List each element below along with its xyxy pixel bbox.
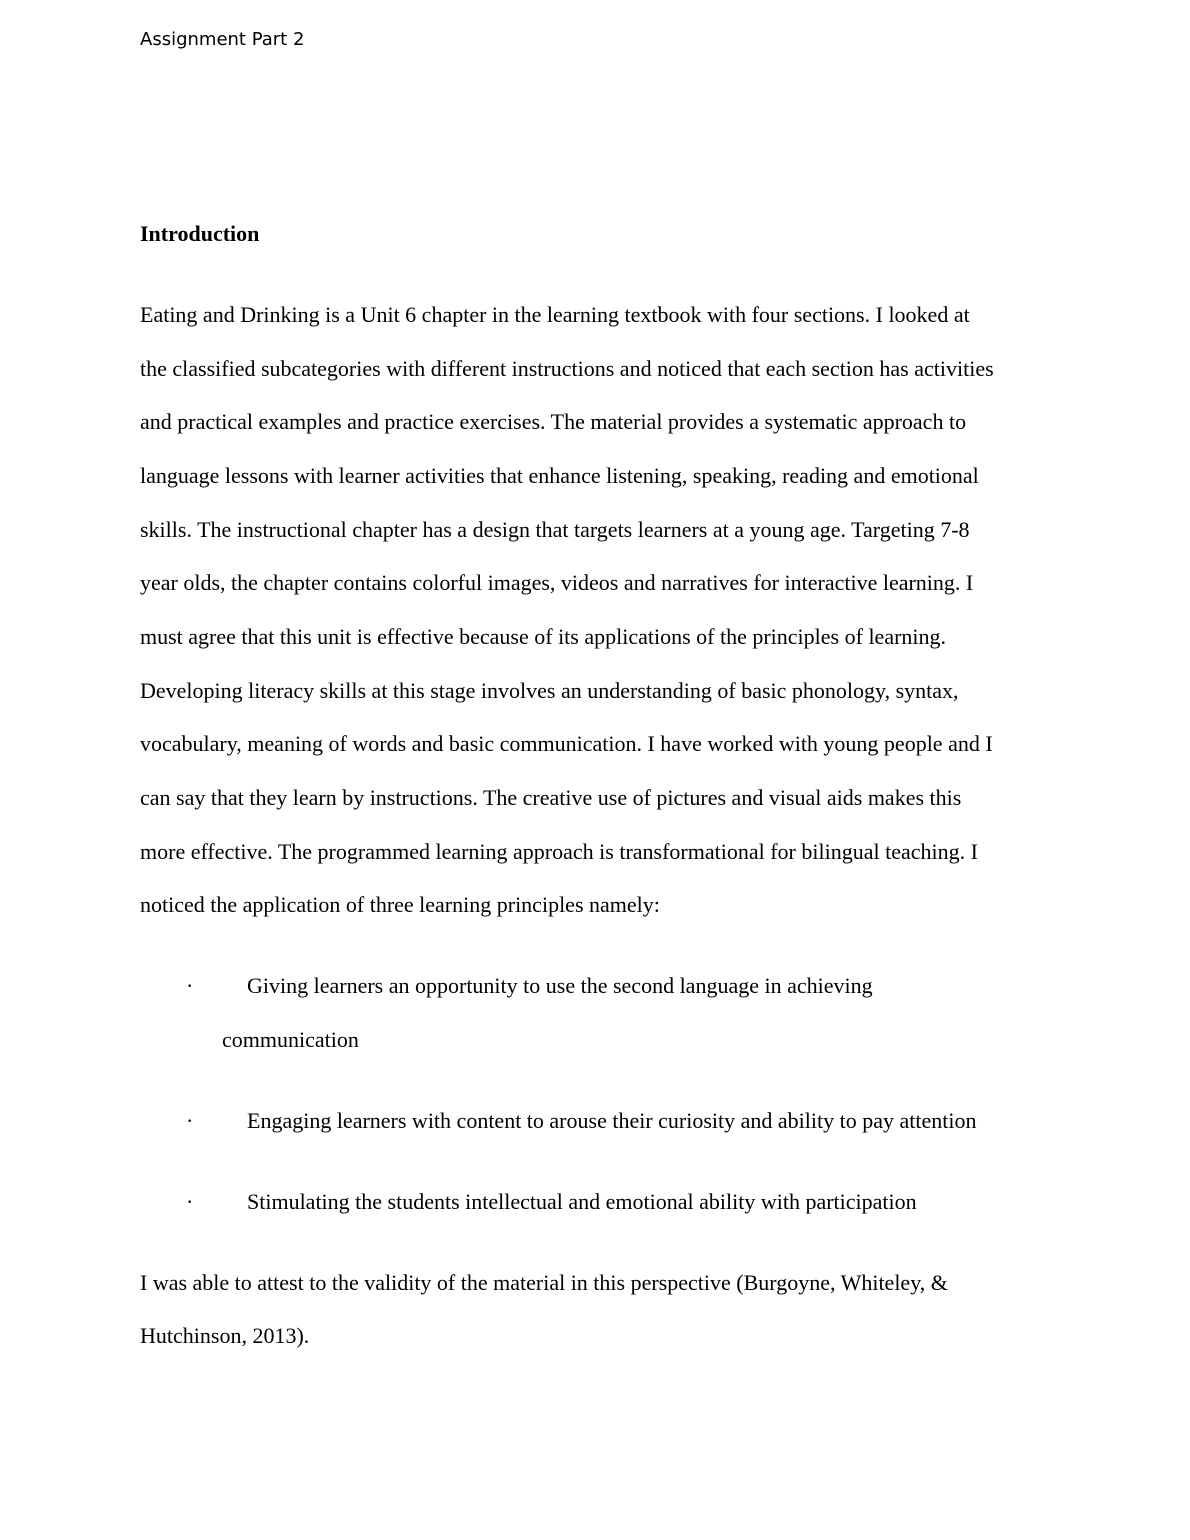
paragraph-line: and practical examples and practice exercises. The material provides a systematic approach to	[140, 409, 967, 434]
paragraph-line: Developing literacy skills at this stage involves an understanding of basic phonology, syntax,	[140, 678, 959, 703]
paragraph-line: I was able to attest to the validity of the material in this perspective (Burgoyne, Whiteley, &	[140, 1270, 948, 1295]
paragraph-line: year olds, the chapter contains colorful images, videos and narratives for interactive learning. I	[140, 570, 974, 595]
paragraph-line: noticed the application of three learning principles namely:	[140, 892, 660, 917]
list-item-text: Engaging learners with content to arouse their curiosity and ability to pay attention	[247, 1108, 977, 1133]
bullet-glyph: ·	[186, 1189, 194, 1214]
header-title: Assignment Part 2	[140, 29, 305, 50]
paragraph-line: Hutchinson, 2013).	[140, 1323, 310, 1348]
section-heading: Introduction	[140, 221, 260, 246]
paragraph-line: skills. The instructional chapter has a design that targets learners at a young age. Targeting 7-8	[140, 517, 970, 542]
paragraph-line: more effective. The programmed learning approach is transformational for bilingual teaching. I	[140, 839, 978, 864]
paragraph-line: can say that they learn by instructions. The creative use of pictures and visual aids makes this	[140, 785, 962, 810]
paragraph-line: vocabulary, meaning of words and basic communication. I have worked with young people and I	[140, 731, 993, 756]
paragraph-line: language lessons with learner activities that enhance listening, speaking, reading and emotional	[140, 463, 979, 488]
paragraph-line: Eating and Drinking is a Unit 6 chapter in the learning textbook with four sections. I looked at	[140, 302, 970, 327]
list-item-text-continued: communication	[222, 1027, 359, 1052]
bullet-glyph: ·	[186, 1108, 194, 1133]
bullet-glyph: ·	[186, 973, 194, 998]
list-item-text: Stimulating the students intellectual and emotional ability with participation	[247, 1189, 917, 1214]
paragraph-line: the classified subcategories with different instructions and noticed that each section has activities	[140, 356, 994, 381]
list-item-text: Giving learners an opportunity to use the second language in achieving	[247, 973, 873, 998]
paragraph-line: must agree that this unit is effective because of its applications of the principles of learning.	[140, 624, 947, 649]
